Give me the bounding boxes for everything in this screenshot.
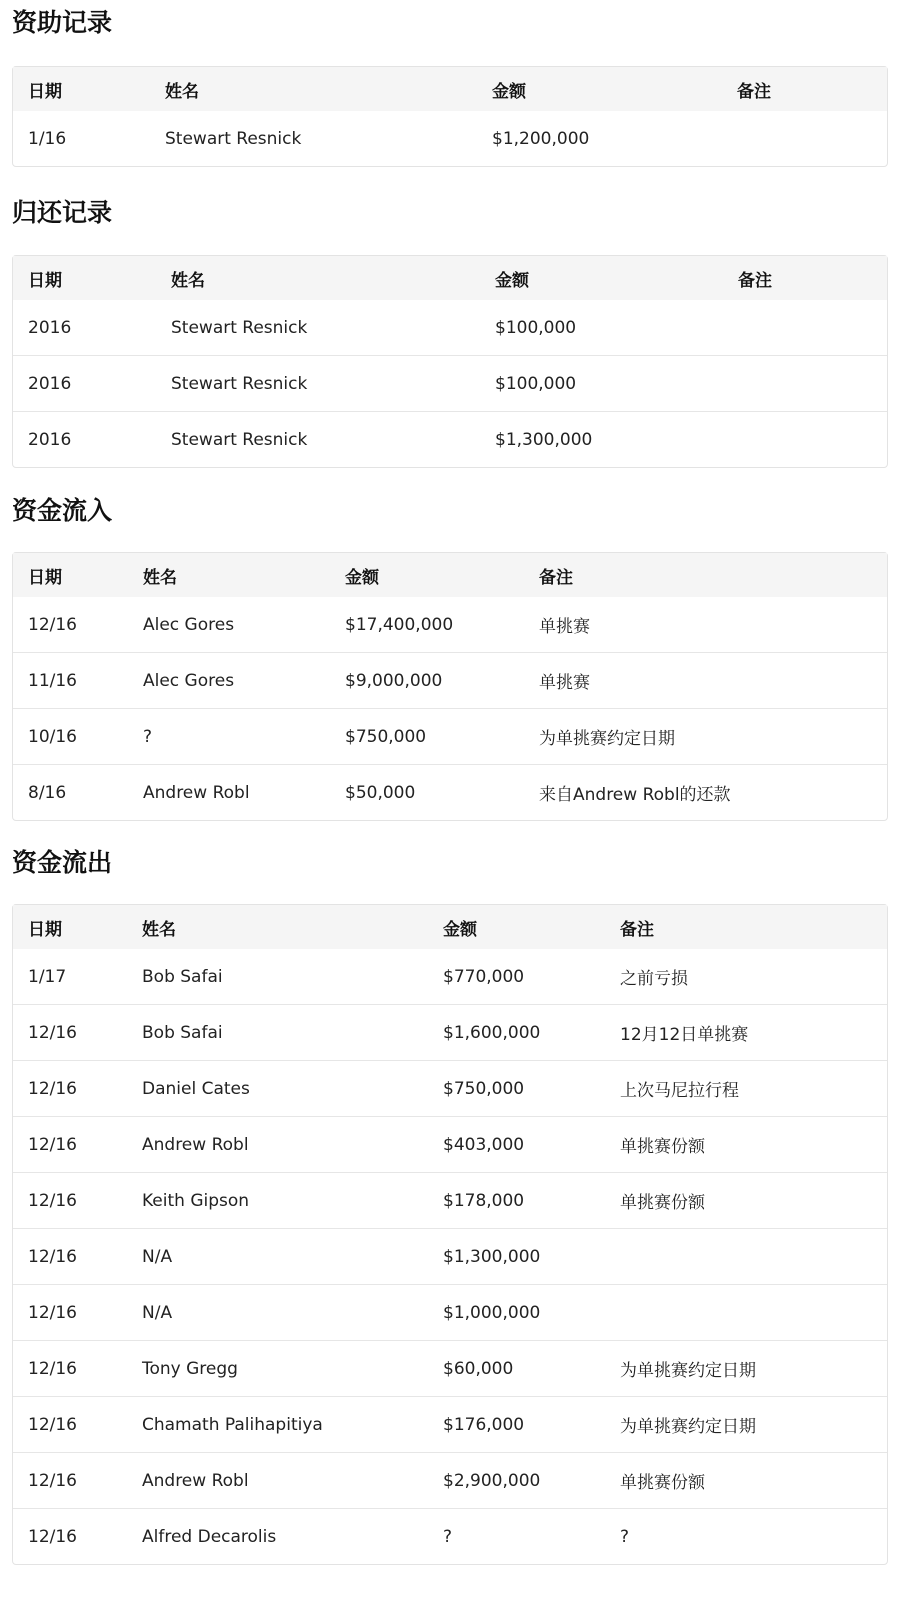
table-row (13, 1508, 887, 1564)
cell-note: 为单挑赛约定日期 (524, 708, 887, 764)
header-name: 姓名 (128, 553, 330, 597)
table-header-row (13, 553, 887, 597)
cell-note (723, 411, 887, 467)
cell-amount: $2,900,000 (428, 1452, 605, 1508)
header-amount: 金额 (330, 553, 524, 597)
cell-amount: $100,000 (495, 317, 577, 338)
table-row (13, 1004, 887, 1060)
cell-amount: $1,600,000 (428, 1004, 605, 1060)
cell-amount: $60,000 (428, 1340, 605, 1396)
table-row (13, 1396, 887, 1452)
cell-note (722, 111, 887, 166)
cell-amount: $750,000 (428, 1060, 605, 1116)
cell-name: Tony Gregg (127, 1340, 428, 1396)
cell-note: 单挑赛份额 (605, 1172, 887, 1228)
cell-note: 来自Andrew Robl的还款 (524, 764, 887, 820)
cell-date: 2016 (28, 317, 72, 338)
cell-amount: $1,200,000 (492, 128, 590, 149)
funding-table (12, 66, 888, 167)
cell-name: Alec Gores (143, 614, 235, 635)
cell-note: 上次马尼拉行程 (605, 1060, 887, 1116)
cell-name: Stewart Resnick (156, 411, 480, 467)
table-header-row (13, 256, 887, 300)
cell-date: 8/16 (13, 764, 128, 820)
cell-date: 11/16 (13, 652, 128, 708)
header-date: 日期 (13, 553, 128, 597)
cell-name: Alec Gores (128, 652, 330, 708)
section-title-outflow: 资金流出 (12, 848, 113, 877)
table-row (13, 708, 887, 764)
table-row (13, 764, 887, 820)
inflow-table (12, 552, 888, 821)
table-row (13, 1172, 887, 1228)
header-note: 备注 (723, 256, 887, 300)
table-header-row (13, 905, 887, 949)
header-amount: 金额 (477, 67, 722, 111)
table-row (13, 1228, 887, 1284)
cell-amount: $1,300,000 (480, 411, 723, 467)
header-amount: 金额 (480, 256, 723, 300)
cell-name: Keith Gipson (127, 1172, 428, 1228)
cell-note: 单挑赛 (524, 652, 887, 708)
cell-note: 12月12日单挑赛 (605, 1004, 887, 1060)
header-amount: 金额 (428, 905, 605, 949)
cell-amount: $17,400,000 (345, 614, 454, 635)
section-title-repayment: 归还记录 (12, 198, 113, 227)
cell-name: ? (128, 708, 330, 764)
cell-date: 12/16 (13, 1452, 127, 1508)
cell-note: 单挑赛份额 (605, 1452, 887, 1508)
cell-date: 12/16 (13, 1172, 127, 1228)
cell-name: Chamath Palihapitiya (127, 1396, 428, 1452)
table-row (13, 1060, 887, 1116)
outflow-table (12, 904, 888, 1565)
header-note: 备注 (605, 905, 887, 949)
cell-note (723, 300, 887, 355)
cell-date: 12/16 (13, 1004, 127, 1060)
cell-amount: ? (428, 1508, 605, 1564)
cell-amount: $100,000 (480, 355, 723, 411)
cell-amount: $9,000,000 (330, 652, 524, 708)
cell-name: Andrew Robl (127, 1116, 428, 1172)
cell-date: 2016 (13, 355, 156, 411)
cell-date: 12/16 (13, 1396, 127, 1452)
table-row (13, 355, 887, 411)
cell-amount: $176,000 (428, 1396, 605, 1452)
cell-name: Bob Safai (142, 966, 223, 987)
cell-name: Andrew Robl (128, 764, 330, 820)
section-title-funding: 资助记录 (12, 8, 113, 37)
cell-amount: $770,000 (443, 966, 525, 987)
header-name: 姓名 (156, 256, 480, 300)
cell-note: 之前亏损 (620, 969, 688, 989)
cell-name: Bob Safai (127, 1004, 428, 1060)
cell-note: 为单挑赛约定日期 (605, 1340, 887, 1396)
cell-name: Stewart Resnick (156, 355, 480, 411)
table-row (13, 1452, 887, 1508)
cell-date: 2016 (13, 411, 156, 467)
cell-name: Alfred Decarolis (127, 1508, 428, 1564)
cell-name: N/A (127, 1284, 428, 1340)
cell-note: 单挑赛 (539, 617, 590, 637)
cell-note: ? (605, 1508, 887, 1564)
cell-amount: $1,000,000 (428, 1284, 605, 1340)
header-date: 日期 (13, 905, 127, 949)
cell-note: 单挑赛份额 (605, 1116, 887, 1172)
cell-name: Daniel Cates (127, 1060, 428, 1116)
cell-date: 12/16 (13, 1340, 127, 1396)
cell-amount: $403,000 (428, 1116, 605, 1172)
header-note: 备注 (722, 67, 887, 111)
cell-note (605, 1228, 887, 1284)
cell-name: Stewart Resnick (165, 128, 302, 149)
cell-date: 12/16 (13, 1228, 127, 1284)
header-name: 姓名 (127, 905, 428, 949)
table-row (13, 1284, 887, 1340)
repayment-table (12, 255, 888, 468)
cell-amount: $1,300,000 (428, 1228, 605, 1284)
cell-date: 12/16 (13, 1508, 127, 1564)
cell-date: 12/16 (13, 1116, 127, 1172)
cell-name: N/A (127, 1228, 428, 1284)
cell-name: Andrew Robl (127, 1452, 428, 1508)
table-row (13, 111, 887, 166)
header-note: 备注 (524, 553, 887, 597)
cell-date: 1/17 (28, 966, 67, 987)
cell-note (723, 355, 887, 411)
cell-name: Stewart Resnick (171, 317, 308, 338)
cell-date: 12/16 (28, 614, 77, 635)
table-row (13, 1340, 887, 1396)
cell-date: 12/16 (13, 1060, 127, 1116)
cell-date: 10/16 (13, 708, 128, 764)
table-row (13, 652, 887, 708)
table-row (13, 300, 887, 355)
header-date: 日期 (13, 67, 150, 111)
cell-date: 1/16 (28, 128, 67, 149)
table-header-row (13, 67, 887, 111)
cell-amount: $50,000 (330, 764, 524, 820)
header-date: 日期 (13, 256, 156, 300)
cell-date: 12/16 (13, 1284, 127, 1340)
table-row (13, 1116, 887, 1172)
cell-amount: $750,000 (330, 708, 524, 764)
section-title-inflow: 资金流入 (12, 496, 113, 525)
cell-note (605, 1284, 887, 1340)
table-row (13, 411, 887, 467)
cell-amount: $178,000 (428, 1172, 605, 1228)
table-row (13, 949, 887, 1004)
header-name: 姓名 (150, 67, 477, 111)
cell-note: 为单挑赛约定日期 (605, 1396, 887, 1452)
table-row (13, 597, 887, 652)
